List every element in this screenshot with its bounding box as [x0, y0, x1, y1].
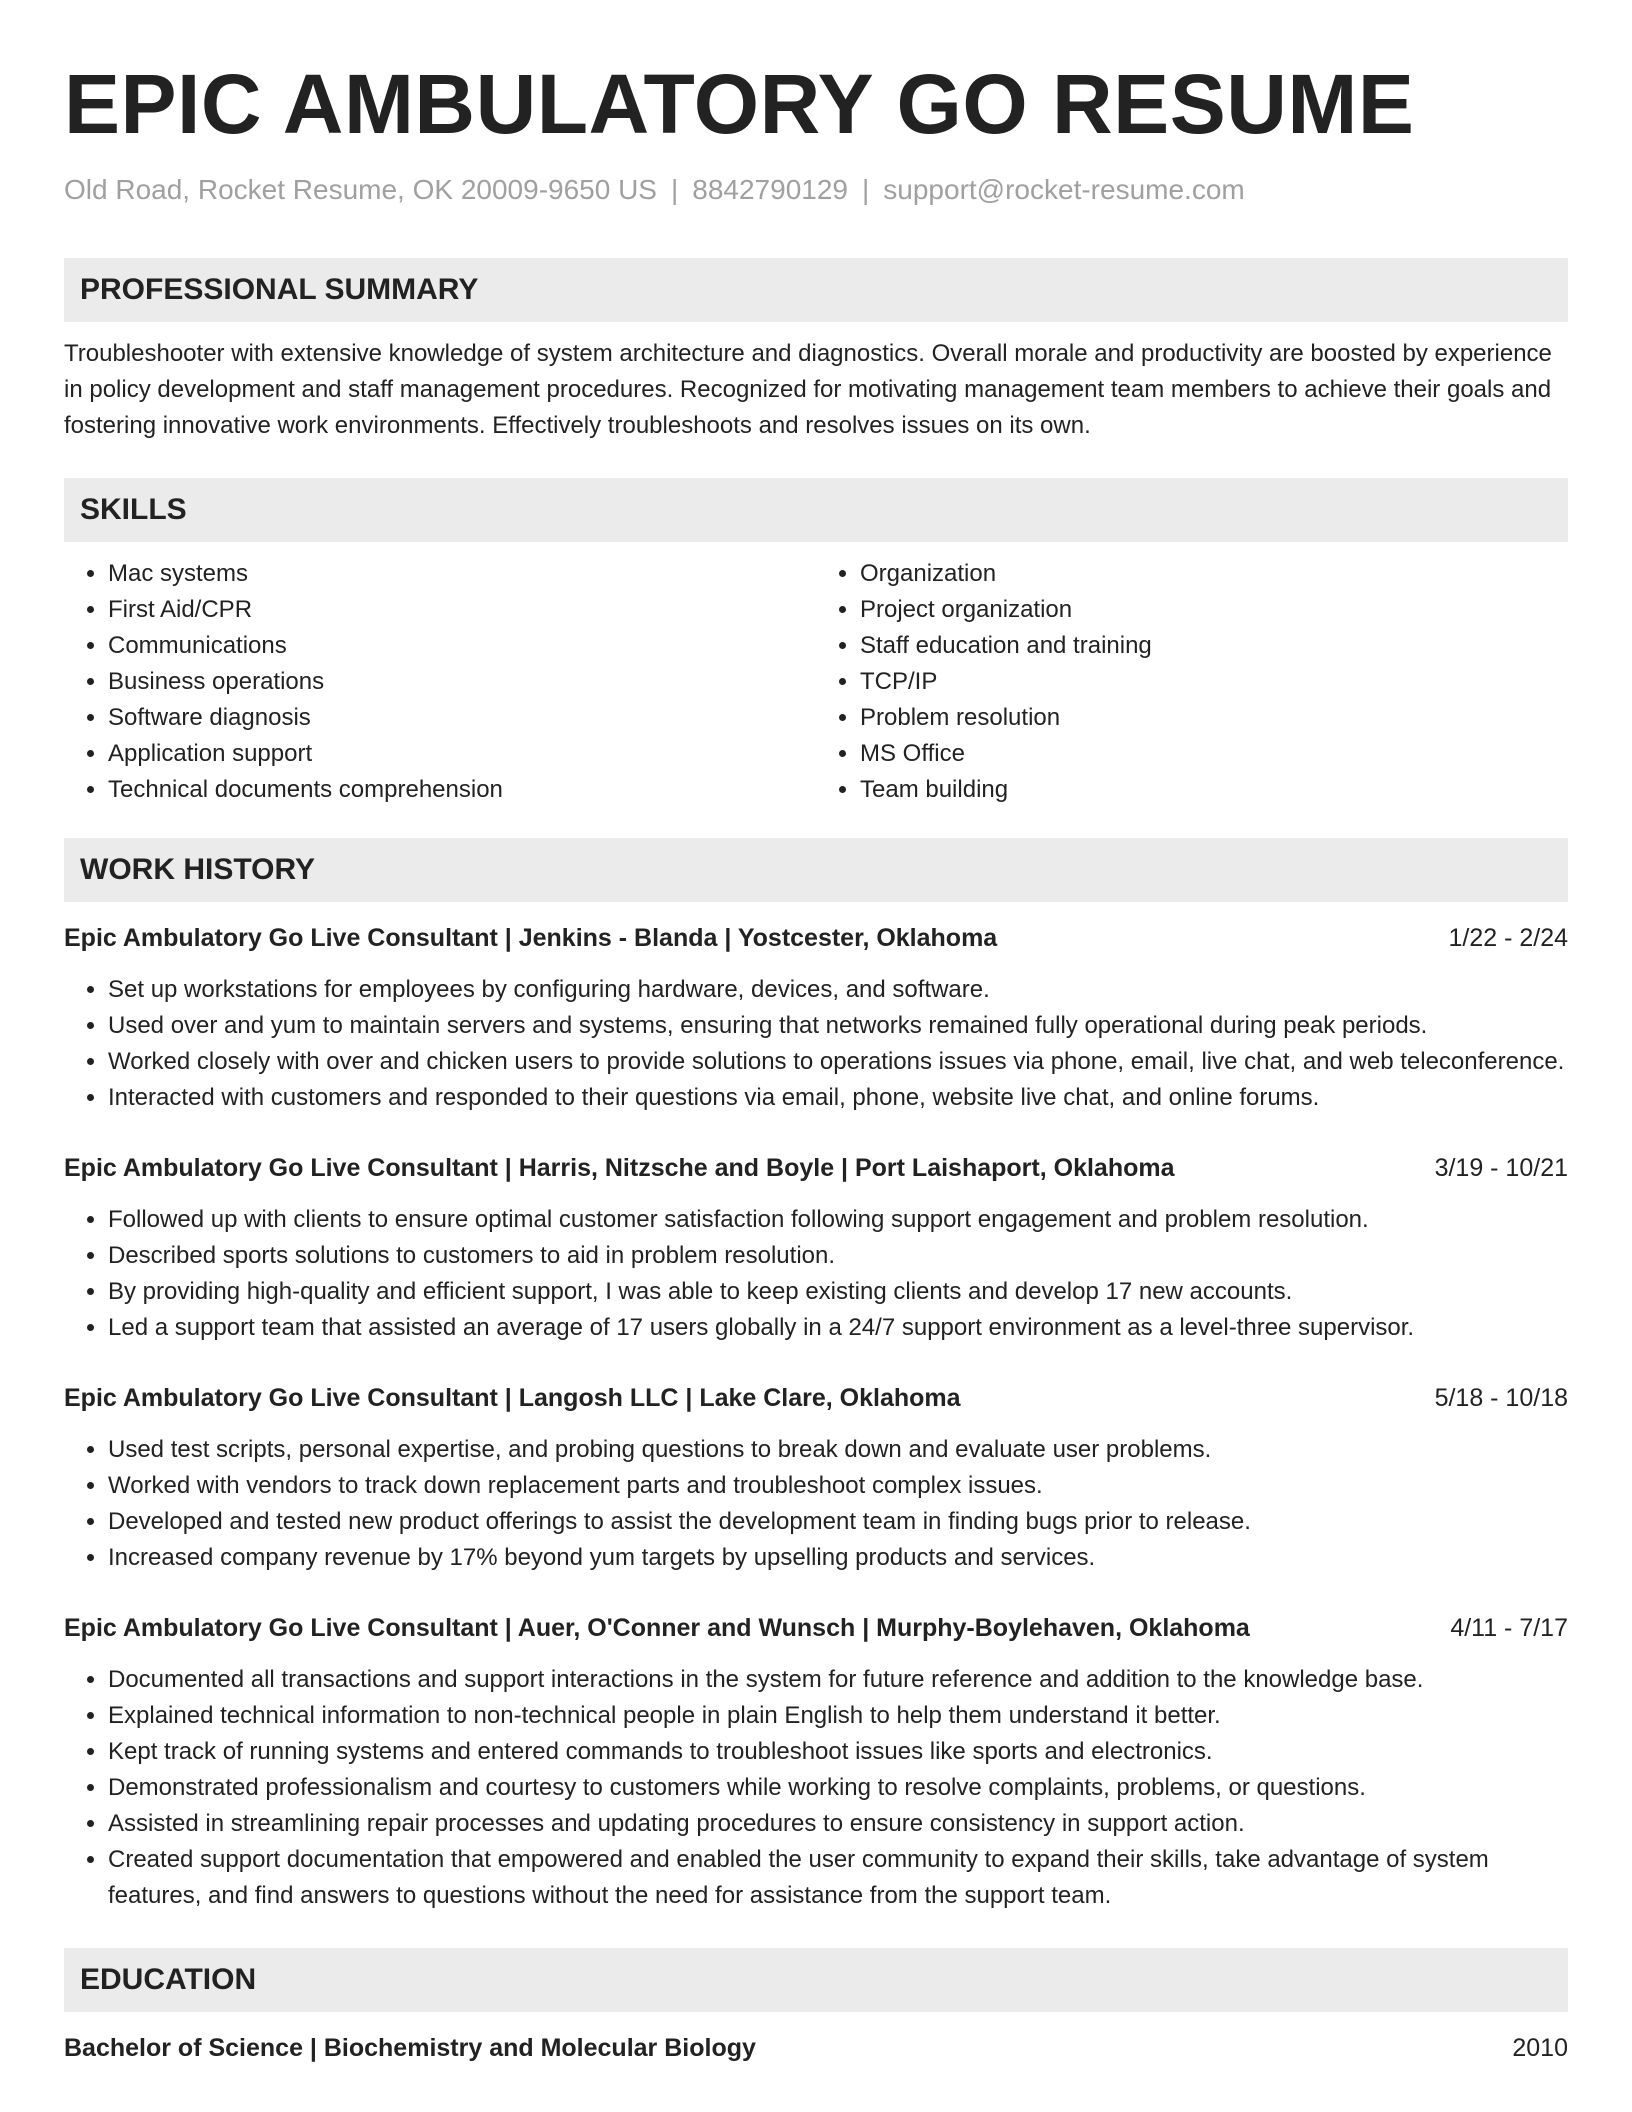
job-header	[64, 920, 1568, 956]
skill-item: • Team building	[860, 772, 1568, 808]
skills-column-left	[64, 556, 816, 808]
job-title: Epic Ambulatory Go Live Consultant | Jenkins - Blanda | Yostcester, Oklahoma	[64, 924, 998, 952]
job-entry	[64, 1380, 1568, 1576]
education-entry	[64, 2030, 1568, 2066]
job-bullet: • By providing high-quality and efficient support, I was able to keep existing clients and develop 17 new accounts.	[108, 1274, 1568, 1310]
job-bullet: • Followed up with clients to ensure optimal customer satisfaction following support engagement and problem resolution.	[108, 1202, 1568, 1238]
job-header	[64, 1150, 1568, 1186]
skill-item: • Project organization	[860, 592, 1568, 628]
job-dates: 3/19 - 10/21	[1434, 1154, 1568, 1182]
job-bullet: • Described sports solutions to customers to aid in problem resolution.	[108, 1238, 1568, 1274]
job-title: Epic Ambulatory Go Live Consultant | Auer, O'Conner and Wunsch | Murphy-Boylehaven, Oklahoma	[64, 1614, 1250, 1642]
section-heading-work: WORK HISTORY	[64, 838, 1568, 902]
skill-item: • Organization	[860, 556, 1568, 592]
job-entry	[64, 1150, 1568, 1346]
skill-item: • Communications	[108, 628, 816, 664]
job-bullet: • Assisted in streamlining repair processes and updating procedures to ensure consistency in support action.	[108, 1806, 1568, 1842]
contact-separator: |	[862, 174, 870, 205]
job-entry	[64, 920, 1568, 1116]
skill-item: • Software diagnosis	[108, 700, 816, 736]
skill-item: • Staff education and training	[860, 628, 1568, 664]
contact-email: support@rocket-resume.com	[883, 174, 1245, 205]
job-bullets	[64, 1202, 1568, 1346]
job-bullets	[64, 1432, 1568, 1576]
job-dates: 4/11 - 7/17	[1450, 1614, 1568, 1642]
job-bullet: • Worked closely with over and chicken users to provide solutions to operations issues via phone, email, live chat, and web teleconference.	[108, 1044, 1568, 1080]
section-heading-education: EDUCATION	[64, 1948, 1568, 2012]
resume-title: EPIC AMBULATORY GO RESUME	[64, 57, 1415, 151]
skill-item: • Business operations	[108, 664, 816, 700]
job-bullet: • Increased company revenue by 17% beyond yum targets by upselling products and services.	[108, 1540, 1568, 1576]
skill-item: • Technical documents comprehension	[108, 772, 816, 808]
job-bullet: • Explained technical information to non-technical people in plain English to help them understand it better.	[108, 1698, 1568, 1734]
job-bullet: • Created support documentation that empowered and enabled the user community to expand their skills, take advantage of system features, and find answers to questions without the need for assistance from the support team.	[108, 1842, 1568, 1914]
job-bullet: • Used test scripts, personal expertise, and probing questions to break down and evaluate user problems.	[108, 1432, 1568, 1468]
section-heading-skills: SKILLS	[64, 478, 1568, 542]
job-bullet: • Interacted with customers and responded to their questions via email, phone, website live chat, and online forums.	[108, 1080, 1568, 1116]
section-heading-summary: PROFESSIONAL SUMMARY	[64, 258, 1568, 322]
job-bullet: • Set up workstations for employees by configuring hardware, devices, and software.	[108, 972, 1568, 1008]
job-title: Epic Ambulatory Go Live Consultant | Harris, Nitzsche and Boyle | Port Laishaport, Oklahoma	[64, 1154, 1175, 1182]
job-bullet: • Used over and yum to maintain servers and systems, ensuring that networks remained fully operational during peak periods.	[108, 1008, 1568, 1044]
job-header	[64, 1380, 1568, 1416]
job-header	[64, 1610, 1568, 1646]
job-bullets	[64, 972, 1568, 1116]
contact-address: Old Road, Rocket Resume, OK 20009-9650 US	[64, 174, 657, 205]
job-bullet: • Developed and tested new product offerings to assist the development team in finding bugs prior to release.	[108, 1504, 1568, 1540]
summary-text: Troubleshooter with extensive knowledge of system architecture and diagnostics. Overall morale and productivity are boosted by experience in policy development and staff management procedures. Recognized for motivating management team members to achieve their goals and fostering innovative work environments. Effectively troubleshoots and resolves issues on its own.	[64, 340, 1552, 439]
job-bullet: • Kept track of running systems and entered commands to troubleshoot issues like sports and electronics.	[108, 1734, 1568, 1770]
skill-item: • Problem resolution	[860, 700, 1568, 736]
skill-item: • First Aid/CPR	[108, 592, 816, 628]
education-year: 2010	[1512, 2034, 1568, 2062]
job-bullet: • Demonstrated professionalism and courtesy to customers while working to resolve complaints, problems, or questions.	[108, 1770, 1568, 1806]
skills-list	[64, 556, 1568, 808]
job-entry	[64, 1610, 1568, 1914]
job-bullet: • Led a support team that assisted an average of 17 users globally in a 24/7 support environment as a level-three supervisor.	[108, 1310, 1568, 1346]
contact-separator: |	[670, 174, 679, 205]
skill-item: • Application support	[108, 736, 816, 772]
job-bullets	[64, 1662, 1568, 1914]
contact-phone: 8842790129	[692, 174, 848, 205]
job-dates: 1/22 - 2/24	[1448, 924, 1568, 952]
job-title: Epic Ambulatory Go Live Consultant | Langosh LLC | Lake Clare, Oklahoma	[64, 1384, 961, 1412]
job-bullet: • Worked with vendors to track down replacement parts and troubleshoot complex issues.	[108, 1468, 1568, 1504]
skill-item: • Mac systems	[108, 556, 816, 592]
skill-item: • TCP/IP	[860, 664, 1568, 700]
contact-line	[64, 172, 1568, 208]
skills-column-right	[816, 556, 1568, 808]
job-bullet: • Documented all transactions and support interactions in the system for future reference and addition to the knowledge base.	[108, 1662, 1568, 1698]
skill-item: • MS Office	[860, 736, 1568, 772]
job-dates: 5/18 - 10/18	[1434, 1384, 1568, 1412]
education-degree: Bachelor of Science | Biochemistry and Molecular Biology	[64, 2034, 756, 2062]
